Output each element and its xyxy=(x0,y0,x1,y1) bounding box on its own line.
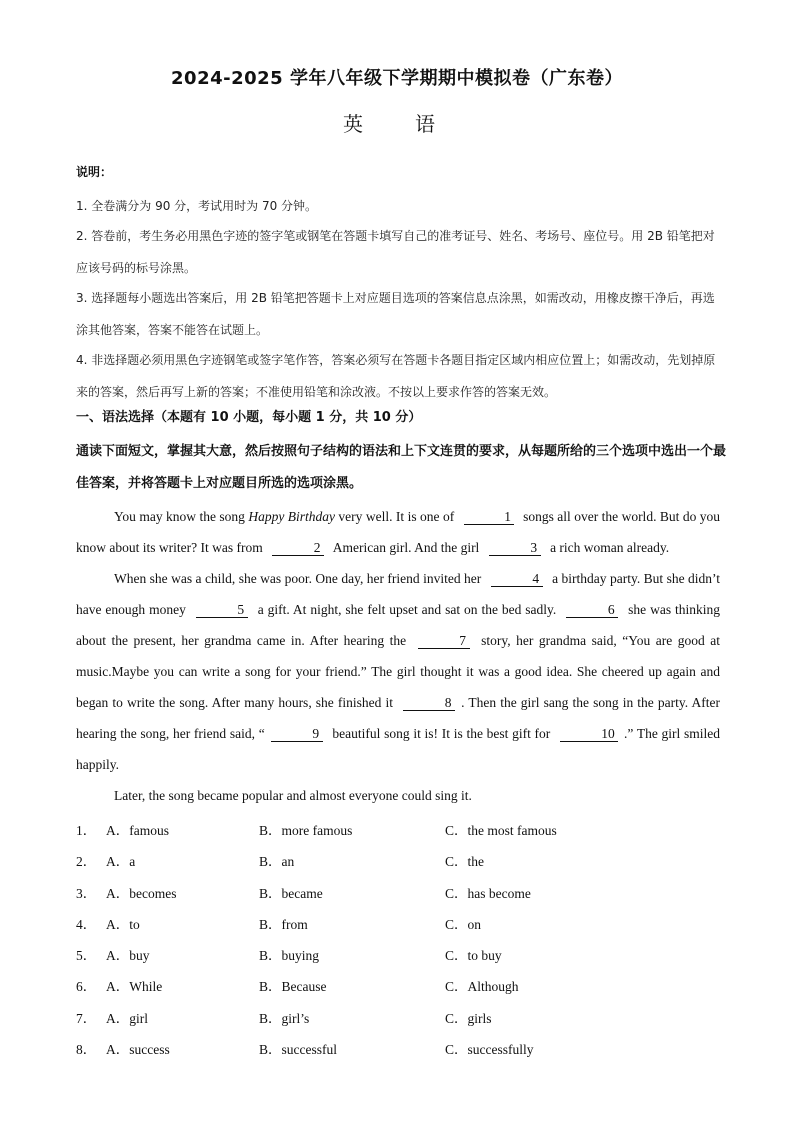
section-heading: 一、语法选择（本题有 10 小题，每小题 1 分，共 10 分） xyxy=(76,410,422,425)
blank-7: 7 xyxy=(418,633,470,649)
song-title: Happy Birthday xyxy=(248,509,335,524)
blank-4: 4 xyxy=(491,571,543,587)
note-item-3: 3. 选择题每小题选出答案后，用 2B 铅笔把答题卡上对应题目选项的答案信息点涂黑，如需改动，用橡皮擦干净后，再选涂其他答案，答案不能答在试题上。 xyxy=(76,291,715,337)
question-number: 8． xyxy=(76,1042,97,1058)
note-item-2: 2. 答卷前，考生务必用黑色字迹的签字笔或钢笔在答题卡填写自己的准考证号、姓名、考场号、座位号。用 2B 铅笔把对应该号码的标号涂黑。 xyxy=(76,229,715,275)
blank-6: 6 xyxy=(566,602,618,618)
option-b[interactable]: B．from xyxy=(259,916,308,932)
subject-title: 英 语 xyxy=(343,112,451,136)
passage-paragraph-2: When she was a child, she was poor. One day, her friend invited her 4 a birthday party. But she didn’t have enough money 5 a gift. At night, she felt upset and sat on the bed sadly. 6 she was thinking about the present, her grandma came in. After hearing the 7 story, her grandma said, “You are good at music.Maybe you can write a song for your friend.” The girl thought it was a good idea. She cheered up again and began to write the song. After many hours, she finished it 8 . Then the girl sang the song in the party. After hearing the song, her friend said, “ 9 beautiful song it is! It is the best gift for 10 .” The girl smiled happily. xyxy=(76,571,721,772)
note-item-4: 4. 非选择题必须用黑色字迹钢笔或签字笔作答，答案必须写在答题卡各题目指定区域内相应位置上；如需改动，先划掉原来的答案，然后再写上新的答案；不准使用铅笔和涂改液。不按以上要求作答的答案无效。 xyxy=(76,353,716,399)
blank-10: 10 xyxy=(560,726,618,742)
blank-8: 8 xyxy=(403,695,455,711)
question-row xyxy=(76,1000,726,1031)
option-a[interactable]: A．becomes xyxy=(106,885,177,901)
option-b[interactable]: B．buying xyxy=(259,948,320,964)
blank-3: 3 xyxy=(489,540,541,556)
question-row xyxy=(76,968,726,999)
option-a[interactable]: A．to xyxy=(106,916,140,932)
option-a[interactable]: A．a xyxy=(106,854,136,870)
question-number: 3． xyxy=(76,885,97,901)
blank-9: 9 xyxy=(271,726,323,742)
question-row xyxy=(76,875,726,906)
question-row xyxy=(76,1031,726,1062)
blank-2: 2 xyxy=(272,540,324,556)
question-number: 5． xyxy=(76,948,97,964)
option-c[interactable]: C．Although xyxy=(445,979,519,995)
question-number: 4． xyxy=(76,916,97,932)
question-row xyxy=(76,937,726,968)
option-b[interactable]: B．girl’s xyxy=(259,1010,310,1026)
question-number: 7． xyxy=(76,1010,97,1026)
option-c[interactable]: C．on xyxy=(445,916,482,932)
passage-paragraph-3: Later, the song became popular and almost everyone could sing it. xyxy=(114,788,472,803)
question-number: 2． xyxy=(76,854,97,870)
option-b[interactable]: B．Because xyxy=(259,979,327,995)
option-c[interactable]: C．has become xyxy=(445,885,531,901)
option-a[interactable]: A．famous xyxy=(106,823,169,838)
question-row xyxy=(76,812,726,843)
option-c[interactable]: C．girls xyxy=(445,1010,492,1026)
options-list xyxy=(76,812,726,1062)
option-c[interactable]: C．the most famous xyxy=(445,823,557,838)
option-a[interactable]: A．success xyxy=(106,1042,170,1058)
question-row xyxy=(76,906,726,937)
option-a[interactable]: A．girl xyxy=(106,1010,148,1026)
section-instruction: 通读下面短文，掌握其大意，然后按照句子结构的语法和上下文连贯的要求，从每题所给的三个选项中选出一个最佳答案，并将答题卡上对应题目所选的选项涂黑。 xyxy=(76,444,727,491)
option-a[interactable]: A．While xyxy=(106,979,163,995)
option-c[interactable]: C．the xyxy=(445,854,484,870)
exam-title: 2024-2025 学年八年级下学期期中模拟卷（广东卷） xyxy=(171,68,623,89)
option-c[interactable]: C．successfully xyxy=(445,1042,534,1058)
option-b[interactable]: B．more famous xyxy=(259,823,353,838)
option-a[interactable]: A．buy xyxy=(106,948,150,964)
option-c[interactable]: C．to buy xyxy=(445,948,502,964)
reading-passage xyxy=(76,501,720,811)
note-item-1: 1. 全卷满分为 90 分，考试用时为 70 分钟。 xyxy=(76,199,318,213)
option-b[interactable]: B．became xyxy=(259,885,323,901)
question-number: 6． xyxy=(76,979,97,995)
blank-1: 1 xyxy=(464,509,514,525)
blank-5: 5 xyxy=(196,602,248,618)
question-row xyxy=(76,843,726,874)
passage-paragraph-1: You may know the song Happy Birthday very well. It is one of 1 songs all over the world. But do you know about its writer? It was from 2 American girl. And the girl 3 a rich woman already. xyxy=(76,509,721,555)
question-number: 1． xyxy=(76,823,97,838)
option-b[interactable]: B．successful xyxy=(259,1042,337,1058)
option-b[interactable]: B．an xyxy=(259,854,295,870)
notes-heading: 说明： xyxy=(76,165,113,179)
